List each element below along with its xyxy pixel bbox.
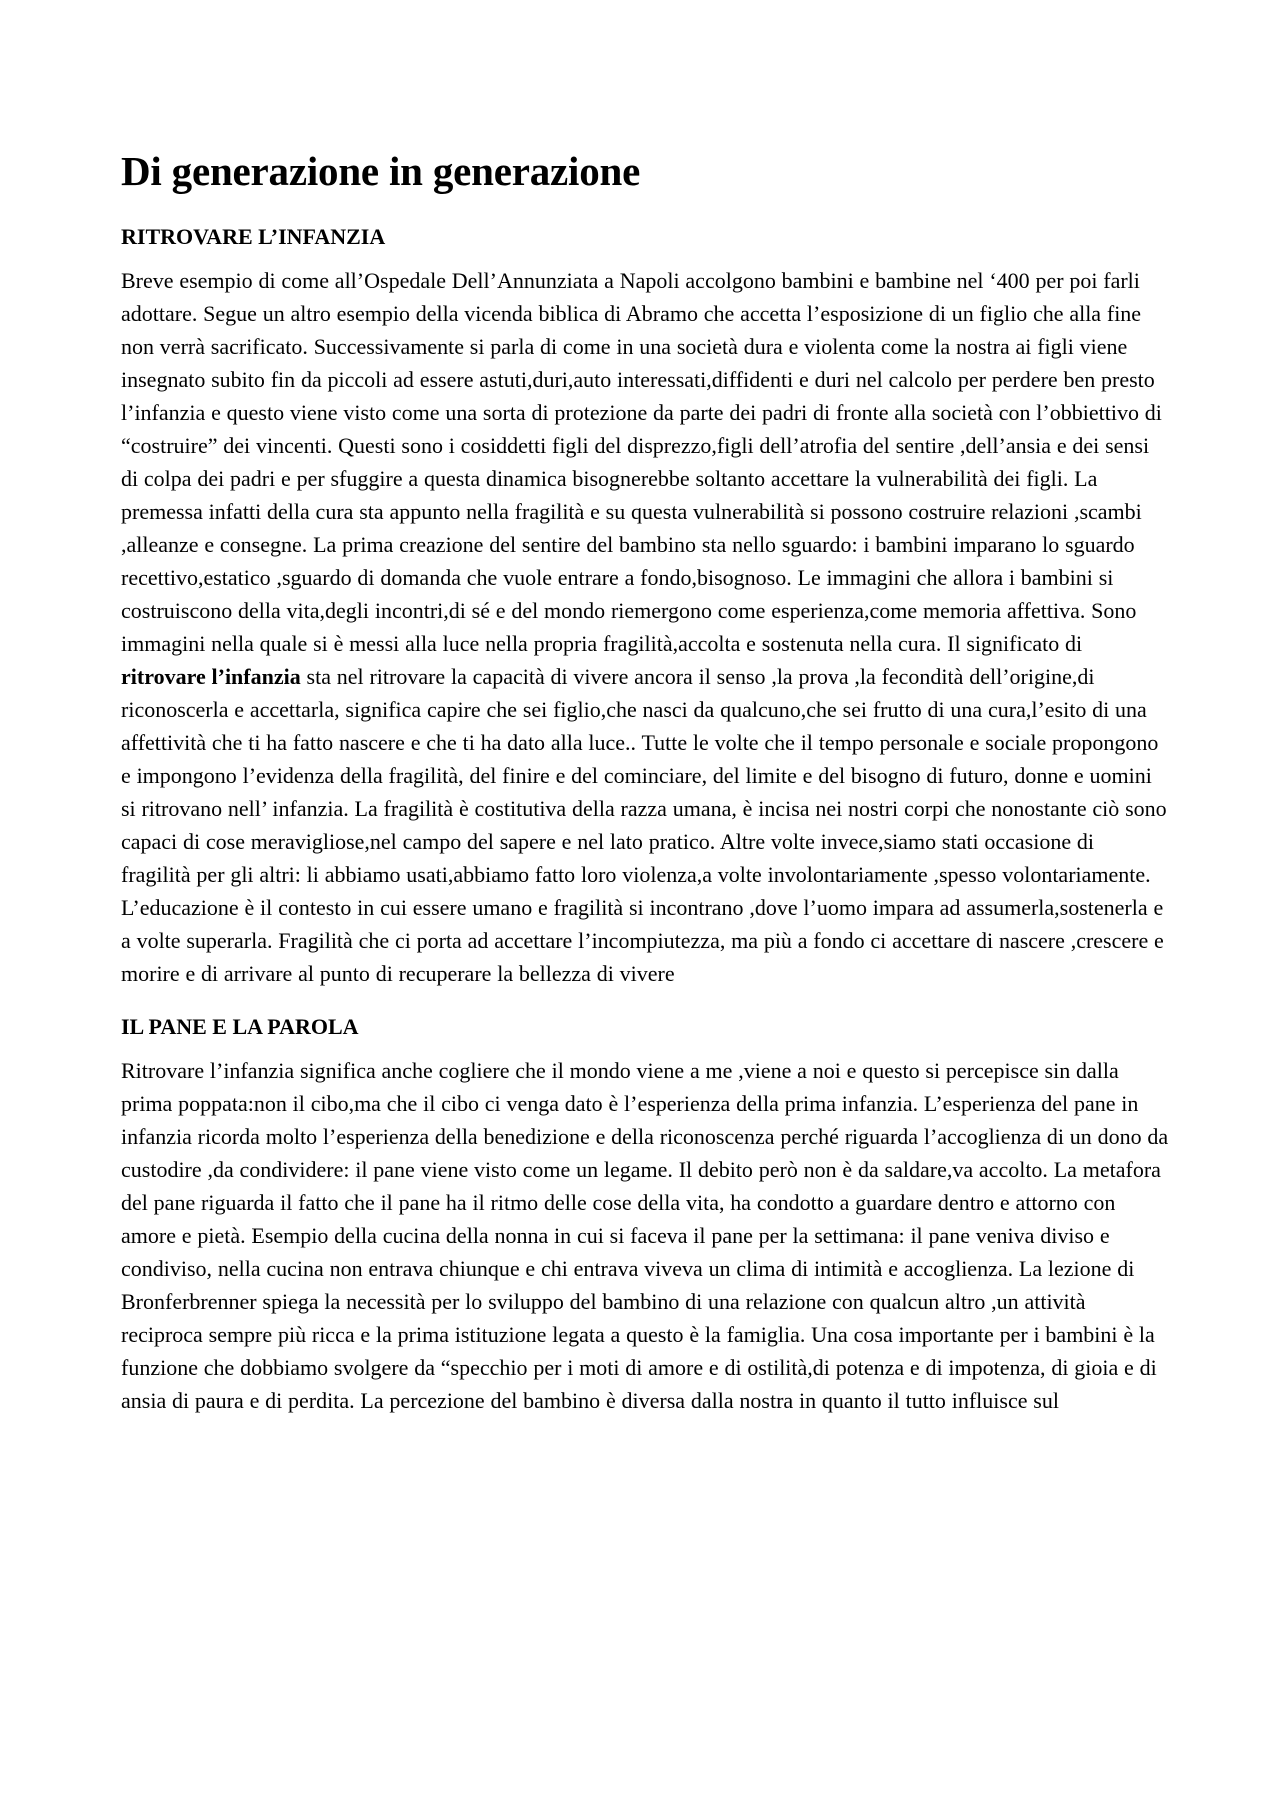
section-heading-ritrovare-infanzia: RITROVARE L’INFANZIA [121, 224, 386, 249]
paragraph-pane-parola: Ritrovare l’infanzia significa anche cogliere che il mondo viene a me ,viene a noi e questo si percepisce sin dalla prima poppata:non il cibo,ma che il cibo ci venga dato è l’esperienza della prima infanzia. L’esperienza del pane in infanzia ricorda molto l’esperienza della benedizione e della riconoscenza perché riguarda l’accoglienza di un dono da custodire ,da condividere: il pane viene visto come un legame. Il debito però non è da saldare,va accolto. La metafora del pane riguarda il fatto che il pane ha il ritmo delle cose della vita, ha condotto a guardare dentro e attorno con amore e pietà. Esempio della cucina della nonna in cui si faceva il pane per la settimana: il pane veniva diviso e condiviso, nella cucina non entrava chiunque e chi entrava viveva un clima di intimità e accoglienza. La lezione di Bronferbrenner spiega la necessità per lo sviluppo del bambino di una relazione con qualcun altro ,un attività reciproca sempre più ricca e la prima istituzione legata a questo è la famiglia. Una cosa importante per i bambini è la funzione che dobbiamo svolgere da “specchio per i moti di amore e di ostilità,di potenza e di impotenza, di gioia e di ansia di paura e di perdita. La percezione del bambino è diversa dalla nostra in quanto il tutto influisce sul [121, 1058, 1169, 1413]
paragraph-text: Breve esempio di come all’Ospedale Dell’Annunziata a Napoli accolgono bambini e bambine nel ‘400 per poi farli adottare. Segue un altro esempio della vicenda biblica di Abramo che accetta l’esposizione di un figlio che alla fine non verrà sacrificato. Successivamente si parla di come in una società dura e violenta come la nostra ai figli viene insegnato subito fin da piccoli ad essere astuti,duri,auto interessati,diffidenti e duri nel calcolo per perdere ben presto l’infanzia e questo viene visto come una sorta di protezione da parte dei padri di fronte alla società con l’obbiettivo di “costruire” dei vincenti. Questi sono i cosiddetti figli del disprezzo,figli dell’atrofia del sentire ,dell’ansia e dei sensi di colpa dei padri e per sfuggire a questa dinamica bisognerebbe soltanto accettare la vulnerabilità dei figli. La premessa infatti della cura sta appunto nella fragilità e su questa vulnerabilità si possono costruire relazioni ,scambi ,alleanze e consegne. La prima creazione del sentire del bambino sta nello sguardo: i bambini imparano lo sguardo recettivo,estatico ,sguardo di domanda che vuole entrare a fondo,bisognoso. Le immagini che allora i bambini si costruiscono della vita,degli incontri,di sé e del mondo riemergono come esperienza,come memoria affettiva. Sono immagini nella quale si è messi alla luce nella propria fragilità,accolta e sostenuta nella cura. Il significato di [121, 268, 1162, 656]
document-page [121, 146, 1169, 1439]
paragraph-text: sta nel ritrovare la capacità di vivere ancora il senso ,la prova ,la fecondità dell’origine,di riconoscerla e accettarla, significa capire che sei figlio,che nasci da qualcuno,che sei frutto di una cura,l’esito di una affettività che ti ha fatto nascere e che ti ha dato alla luce.. Tutte le volte che il tempo personale e sociale propongono e impongono l’evidenza della fragilità, del finire e del cominciare, del limite e del bisogno di futuro, donne e uomini si ritrovano nell’ infanzia. La fragilità è costitutiva della razza umana, è incisa nei nostri corpi che nonostante ciò sono capaci di cose meravigliose,nel campo del sapere e nel lato pratico. Altre volte invece,siamo stati occasione di fragilità per gli altri: li abbiamo usati,abbiamo fatto loro violenza,a volte involontariamente ,spesso volontariamente. L’educazione è il contesto in cui essere umano e fragilità si incontrano ,dove l’uomo impara ad assumerla,sostenerla e a volte superarla. Fragilità che ci porta ad accettare l’incompiutezza, ma più a fondo ci accettare di nascere ,crescere e morire e di arrivare al punto di recuperare la bellezza di vivere [121, 664, 1167, 986]
paragraph-ritrovare-infanzia [121, 264, 1169, 990]
section-heading-pane-parola: IL PANE E LA PAROLA [121, 1014, 359, 1039]
document-title: Di generazione in generazione [121, 148, 641, 194]
bold-phrase: ritrovare l’infanzia [121, 664, 301, 689]
